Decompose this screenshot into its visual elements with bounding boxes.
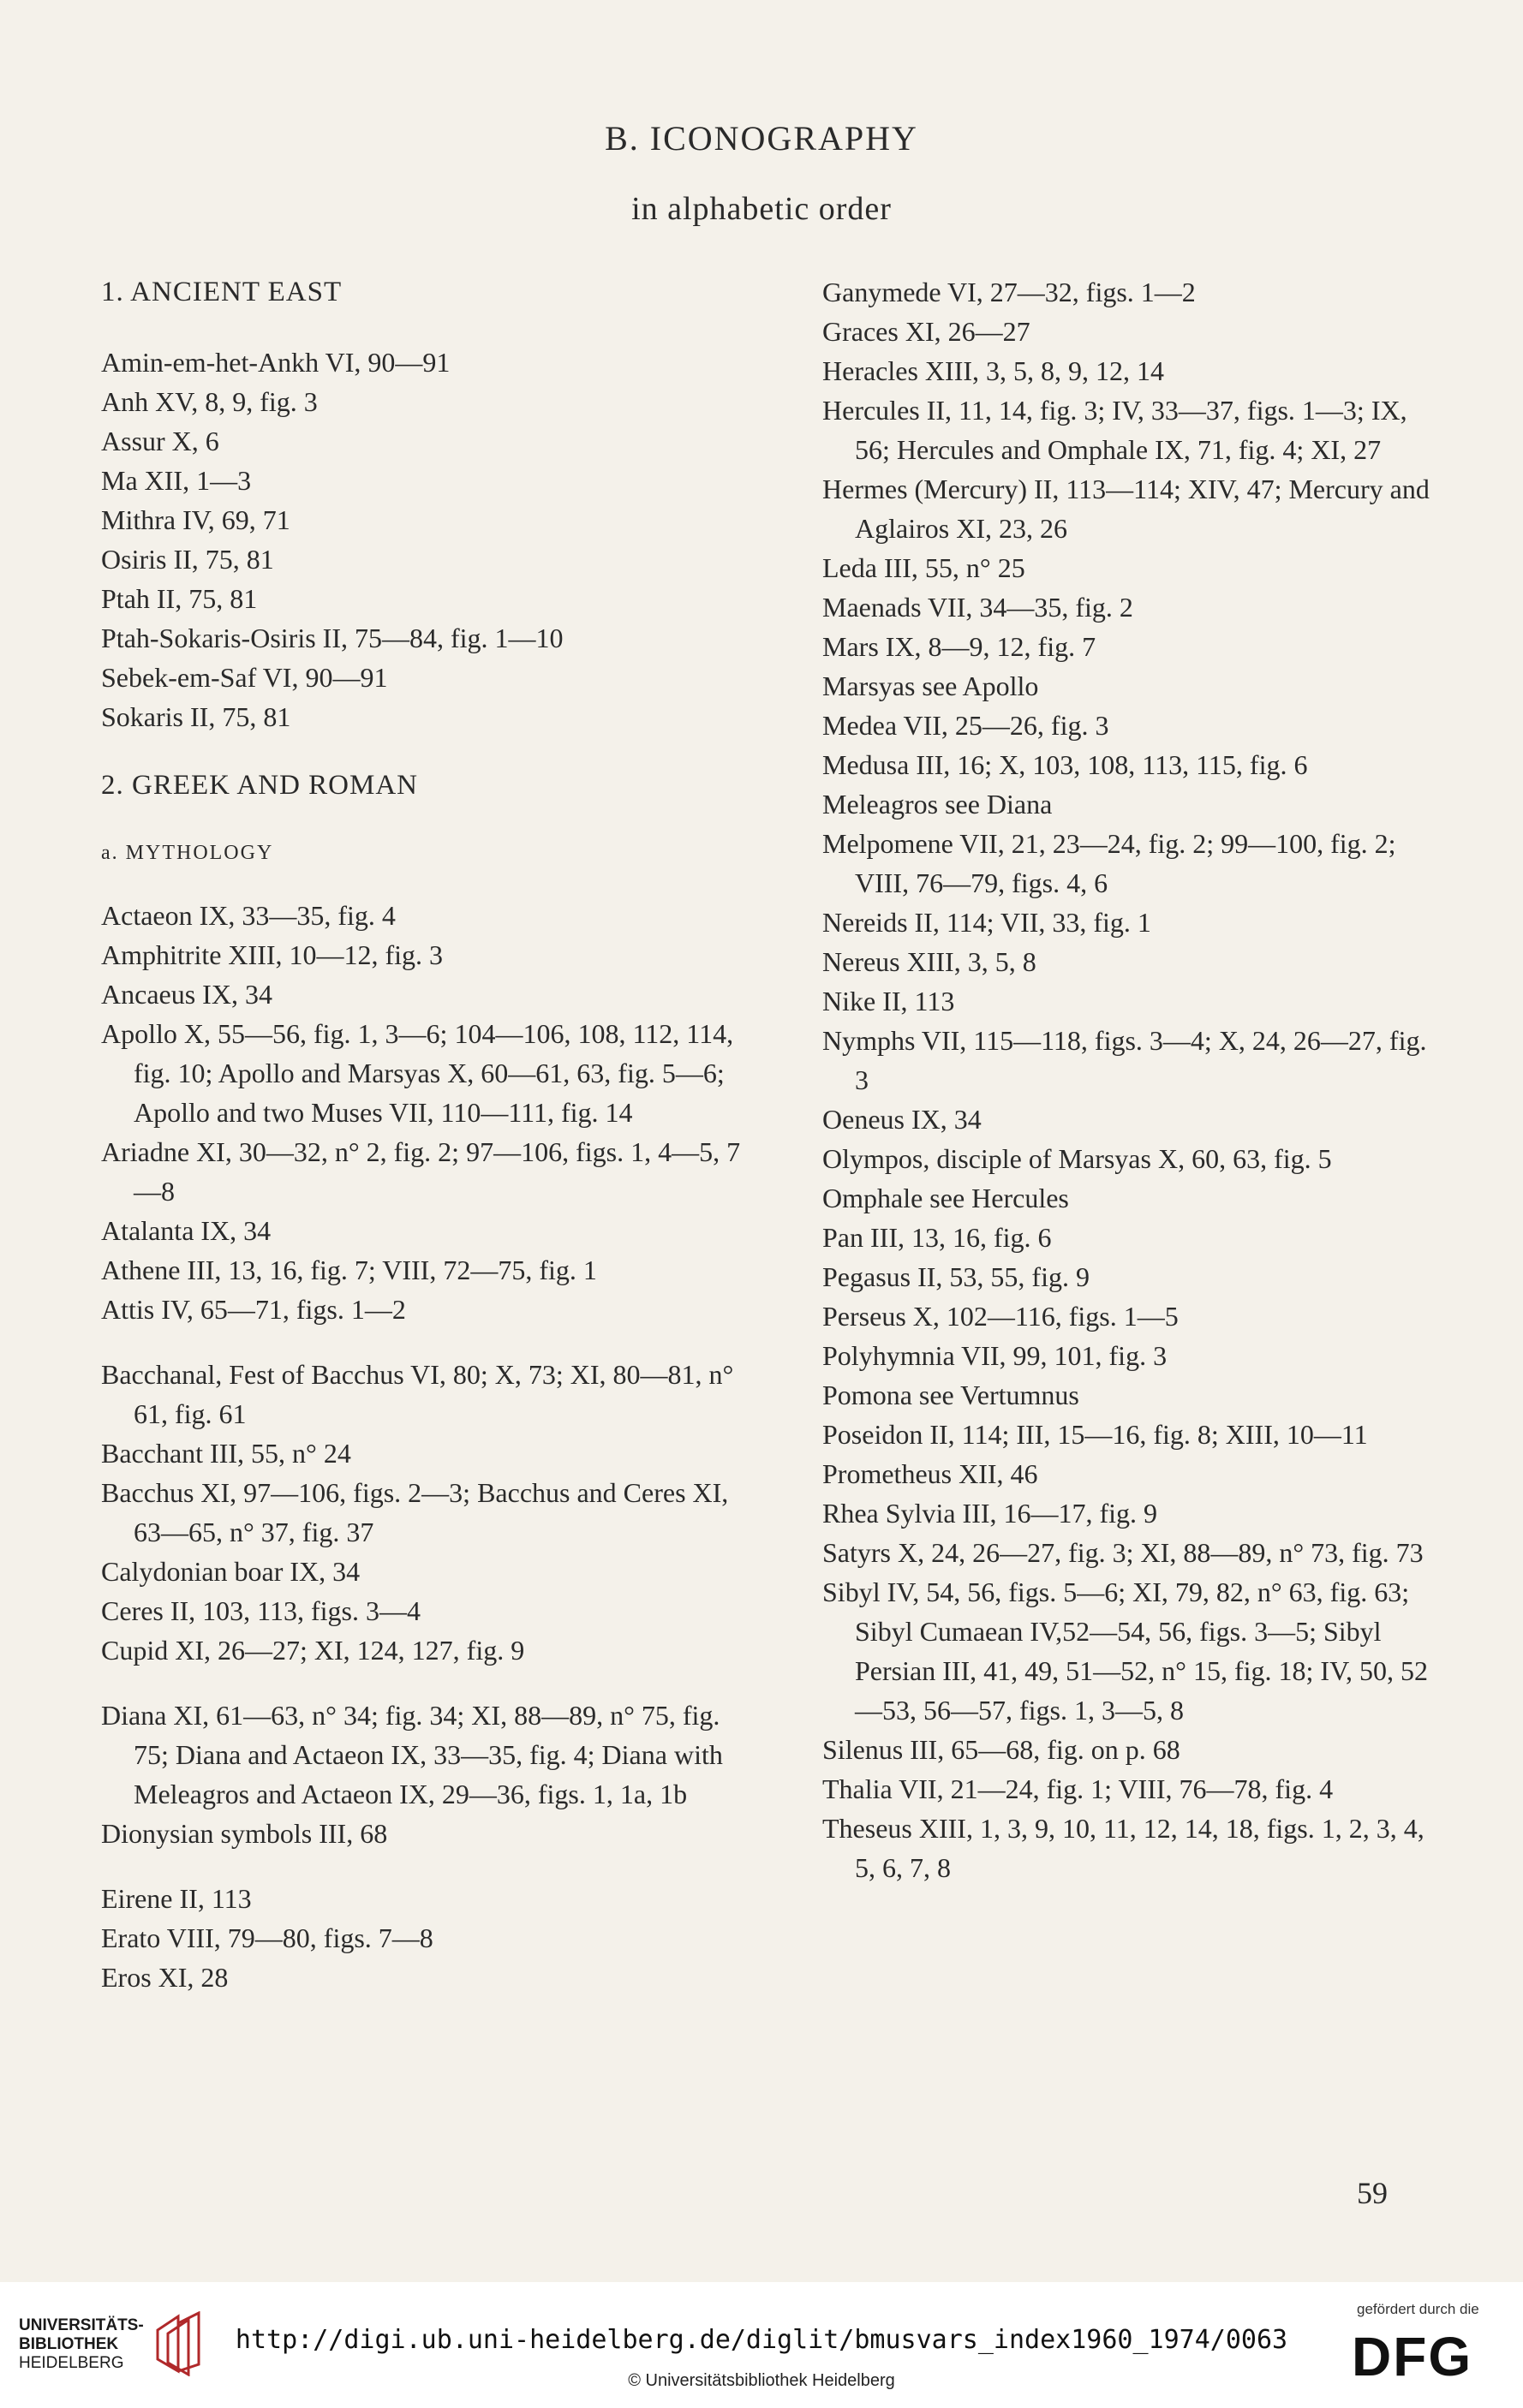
index-entry: Ptah-Sokaris-Osiris II, 75—84, fig. 1—10 (101, 623, 564, 653)
index-entry: Sebek-em-Saf VI, 90—91 (101, 662, 388, 693)
index-entry: Atalanta IX, 34 (101, 1215, 272, 1246)
index-entry: Attis IV, 65—71, figs. 1—2 (101, 1294, 406, 1325)
index-entry: Pegasus II, 53, 55, fig. 9 (822, 1261, 1090, 1292)
index-entry: Ptah II, 75, 81 (101, 583, 258, 614)
section-heading: 2. GREEK AND ROMAN (101, 770, 419, 801)
index-entry: Nereids II, 114; VII, 33, fig. 1 (822, 907, 1151, 938)
index-entry: Ariadne XI, 30—32, n° 2, fig. 2; 97—106, figs. 1, 4—5, 7—8 (101, 1136, 741, 1207)
index-entry: Medea VII, 25—26, fig. 3 (822, 710, 1109, 741)
index-entry: Cupid XI, 26—27; XI, 124, 127, fig. 9 (101, 1635, 525, 1666)
index-entry: Silenus III, 65—68, fig. on p. 68 (822, 1734, 1180, 1765)
index-entry: Omphale see Hercules (822, 1183, 1069, 1213)
index-entry: Apollo X, 55—56, fig. 1, 3—6; 104—106, 108, 112, 114, fig. 10; Apollo and Marsyas X, 60—61, 63, fig. 5—6; Apollo and two Muses VII, 110—111, fig. 14 (101, 1018, 734, 1128)
index-entry: Mithra IV, 69, 71 (101, 504, 290, 535)
index-entry: Dionysian symbols III, 68 (101, 1818, 388, 1849)
index-entry: Eros XI, 28 (101, 1962, 229, 1993)
section-heading: 1. ANCIENT EAST (101, 277, 343, 307)
index-entry: Marsyas see Apollo (822, 671, 1039, 701)
index-entry: Poseidon II, 114; III, 15—16, fig. 8; XIII, 10—11 (822, 1419, 1368, 1450)
index-entry: Maenads VII, 34—35, fig. 2 (822, 592, 1133, 623)
index-entry: Erato VIII, 79—80, figs. 7—8 (101, 1922, 433, 1953)
index-entry: Nike II, 113 (822, 986, 955, 1016)
index-entry: Calydonian boar IX, 34 (101, 1556, 361, 1587)
index-entry: Anh XV, 8, 9, fig. 3 (101, 386, 318, 417)
library-name-line1: UNIVERSITÄTS- (19, 2316, 144, 2334)
index-entry: Bacchus XI, 97—106, figs. 2—3; Bacchus and Ceres XI, 63—65, n° 37, fig. 37 (101, 1477, 729, 1547)
entry-gap (101, 1853, 752, 1879)
entry-gap (101, 1670, 752, 1696)
index-entry: Ganymede VI, 27—32, figs. 1—2 (822, 277, 1196, 307)
index-entry: Athene III, 13, 16, fig. 7; VIII, 72—75, fig. 1 (101, 1255, 597, 1285)
index-entry: Prometheus XII, 46 (822, 1458, 1038, 1489)
index-entry: Ancaeus IX, 34 (101, 979, 272, 1010)
index-entry: Nymphs VII, 115—118, figs. 3—4; X, 24, 26—27, fig. 3 (822, 1025, 1427, 1095)
index-entry: Diana XI, 61—63, n° 34; fig. 34; XI, 88—89, n° 75, fig. 75; Diana and Actaeon IX, 33—35, fig. 4; Diana with Meleagros and Actaeon IX, 29—36, figs. 1, 1a, 1b (101, 1700, 723, 1809)
library-name-line3: HEIDELBERG (19, 2354, 124, 2372)
index-entry: Rhea Sylvia III, 16—17, fig. 9 (822, 1498, 1158, 1529)
index-entry: Polyhymnia VII, 99, 101, fig. 3 (822, 1340, 1168, 1371)
dfg-logo[interactable]: DFG (1352, 2326, 1473, 2387)
index-entry: Nereus XIII, 3, 5, 8 (822, 946, 1036, 977)
library-name-line2: BIBLIOTHEK (19, 2335, 119, 2353)
index-entry: Heracles XIII, 3, 5, 8, 9, 12, 14 (822, 355, 1164, 386)
index-entry: Theseus XIII, 1, 3, 9, 10, 11, 12, 14, 18, figs. 1, 2, 3, 4, 5, 6, 7, 8 (822, 1813, 1424, 1883)
left-column (101, 272, 752, 1997)
index-entry: Eirene II, 113 (101, 1883, 252, 1914)
index-entry: Bacchant III, 55, n° 24 (101, 1438, 351, 1469)
index-entry: Melpomene VII, 21, 23—24, fig. 2; 99—100, fig. 2; VIII, 76—79, figs. 4, 6 (822, 828, 1396, 898)
index-entry: Bacchanal, Fest of Bacchus VI, 80; X, 73; XI, 80—81, n° 61, fig. 61 (101, 1359, 734, 1429)
right-column (822, 272, 1439, 1887)
entry-gap (101, 1329, 752, 1355)
index-entry: Satyrs X, 24, 26—27, fig. 3; XI, 88—89, n° 73, fig. 73 (822, 1537, 1424, 1568)
page-number: 59 (1357, 2176, 1388, 2210)
index-entry: Assur X, 6 (101, 426, 219, 456)
page-title: B. ICONOGRAPHY (605, 119, 918, 158)
index-entry: Leda III, 55, n° 25 (822, 552, 1025, 583)
copyright-notice: © Universitätsbibliothek Heidelberg (628, 2371, 895, 2390)
index-entry: Hercules II, 11, 14, fig. 3; IV, 33—37, figs. 1—3; IX, 56; Hercules and Omphale IX, 71, fig. 4; XI, 27 (822, 395, 1407, 465)
index-entry: Meleagros see Diana (822, 789, 1053, 820)
index-entry: Oeneus IX, 34 (822, 1104, 982, 1135)
index-entry: Ma XII, 1—3 (101, 465, 252, 496)
index-entry: Pan III, 13, 16, fig. 6 (822, 1222, 1052, 1253)
index-entry: Thalia VII, 21—24, fig. 1; VIII, 76—78, fig. 4 (822, 1773, 1334, 1804)
index-entry: Sokaris II, 75, 81 (101, 701, 291, 732)
index-entry: Mars IX, 8—9, 12, fig. 7 (822, 631, 1096, 662)
index-entry: Perseus X, 102—116, figs. 1—5 (822, 1301, 1179, 1332)
index-entry: Graces XI, 26—27 (822, 316, 1030, 347)
page-subtitle: in alphabetic order (631, 191, 892, 227)
index-entry: Hermes (Mercury) II, 113—114; XIV, 47; Mercury and Aglairos XI, 23, 26 (822, 474, 1430, 544)
index-entry: Amphitrite XIII, 10—12, fig. 3 (101, 939, 444, 970)
footer-bar (0, 2282, 1523, 2408)
index-entry: Olympos, disciple of Marsyas X, 60, 63, fig. 5 (822, 1143, 1332, 1174)
source-url-link[interactable]: http://digi.ub.uni-heidelberg.de/diglit/bmusvars_index1960_1974/0063 (235, 2325, 1288, 2355)
index-entry: Sibyl IV, 54, 56, figs. 5—6; XI, 79, 82, n° 63, fig. 63; Sibyl Cumaean IV,52—54, 56, figs. 3—5; Sibyl Persian III, 41, 49, 51—52, n° 15, fig. 18; IV, 50, 52—53, 56—57, figs. 1, 3—5, 8 (822, 1577, 1429, 1726)
index-entry: Medusa III, 16; X, 103, 108, 113, 115, fig. 6 (822, 749, 1308, 780)
funding-note: gefördert durch die (1357, 2301, 1479, 2317)
subsection-heading: a. MYTHOLOGY (101, 842, 274, 864)
index-entry: Amin-em-het-Ankh VI, 90—91 (101, 347, 451, 378)
index-entry: Osiris II, 75, 81 (101, 544, 274, 575)
index-entry: Pomona see Vertumnus (822, 1380, 1079, 1410)
index-entry: Actaeon IX, 33—35, fig. 4 (101, 900, 396, 931)
index-entry: Ceres II, 103, 113, figs. 3—4 (101, 1595, 421, 1626)
